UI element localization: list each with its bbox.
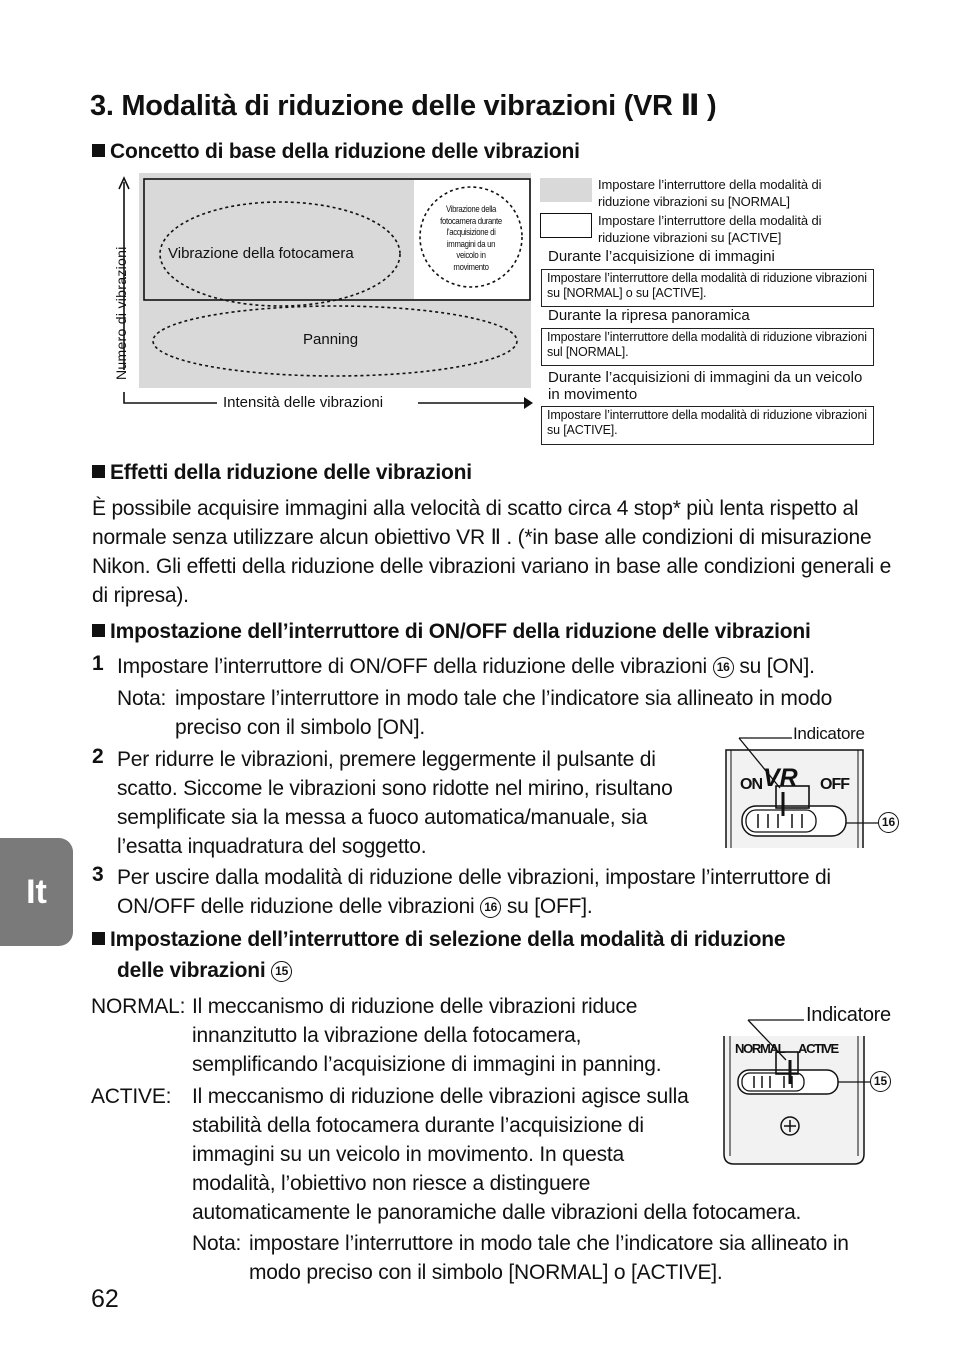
active-label: ACTIVE: <box>91 1085 172 1108</box>
note-2: Nota: impostare l’interruttore in modo tale che l’indicatore sia allineato in modo preciso con il simbolo [NORMAL] o [ACTIVE]. <box>192 1232 849 1284</box>
x-axis-arrowhead <box>524 397 533 409</box>
normal-switch-label: NORMAL <box>735 1041 785 1056</box>
page-number: 62 <box>91 1285 119 1313</box>
section-heading-effects: Effetti della riduzione delle vibrazioni <box>92 461 472 485</box>
section-heading-onoff: Impostazione dell’interruttore di ON/OFF della riduzione delle vibrazioni <box>92 620 811 644</box>
y-axis-label: Numero di vibrazioni <box>113 246 129 380</box>
step-1-text: Impostare l’interruttore di ON/OFF della riduzione delle vibrazioni 16 su [ON]. <box>117 655 815 678</box>
square-bullet-icon <box>92 144 105 157</box>
vr-label: VR <box>763 764 798 792</box>
x-axis-line-left <box>124 392 217 403</box>
square-bullet-icon <box>92 624 105 637</box>
ref-16-icon: 16 <box>480 897 501 918</box>
step-number: 1 <box>92 652 104 675</box>
note-1: Nota: impostare l’interruttore in modo tale che l’indicatore sia allineato in modo preciso con il simbolo [ON]. <box>117 687 833 739</box>
legend-active-text: Impostare l’interruttore della modalità di riduzione vibrazioni su [ACTIVE] <box>598 213 822 245</box>
legend-normal-swatch <box>540 178 592 202</box>
case-label: Durante la ripresa panoramica <box>548 307 750 324</box>
ref-16-label: 16 <box>878 812 899 833</box>
indicator-label: Indicatore <box>793 724 865 743</box>
case-box: Impostare l’interruttore della modalità di riduzione vibrazioni sul [NORMAL]. <box>541 328 874 366</box>
ref-15-label: 15 <box>870 1071 891 1092</box>
case-label: Durante l’acquisizione di immagini <box>548 248 775 265</box>
normal-label: NORMAL: <box>91 995 186 1018</box>
off-label: OFF <box>820 776 849 793</box>
page-title: 3. Modalità di riduzione delle vibrazioni (VR Ⅱ ) <box>90 90 717 122</box>
panning-label: Panning <box>303 331 359 348</box>
language-tab: It <box>0 838 73 946</box>
section-heading-mode: Impostazione dell’interruttore di selezione della modalità di riduzione <box>92 928 785 952</box>
switch-knob[interactable] <box>742 1073 804 1091</box>
section-heading-concept: Concetto di base della riduzione delle vibrazioni <box>92 140 580 164</box>
camera-vibration-label: Vibrazione della fotocamera <box>168 245 354 262</box>
square-bullet-icon <box>92 465 105 478</box>
vehicle-vibration-label: Vibrazione della fotocamera durante l’acquisizione di immagini da un veicolo in movimento <box>440 204 502 273</box>
case-box: Impostare l’interruttore della modalità di riduzione vibrazioni su [NORMAL] o su [ACTIVE]. <box>541 269 874 307</box>
active-text-cont: automaticamente le panoramiche dalle vibrazioni della fotocamera. <box>192 1201 802 1224</box>
active-text: Il meccanismo di riduzione delle vibrazioni agisce sulla stabilità della fotocamera durante l’acquisizione di immagini su un veicolo in movimento. In questa modalità, l’obiettivo non riesce a distinguere <box>192 1085 689 1195</box>
legend-active-swatch <box>540 213 592 238</box>
indicator-label: Indicatore <box>806 1004 891 1026</box>
legend-normal-text: Impostare l’interruttore della modalità di riduzione vibrazioni su [NORMAL] <box>598 177 822 209</box>
x-axis-label: Intensità delle vibrazioni <box>223 394 384 411</box>
ref-16-icon: 16 <box>713 657 734 678</box>
normal-text: Il meccanismo di riduzione delle vibrazioni riduce innanzitutto la vibrazione della fotocamera, semplificando l’acquisizione di immagini in panning. <box>192 995 662 1076</box>
step-number: 3 <box>92 863 104 886</box>
step-2-text: Per ridurre le vibrazioni, premere leggermente il pulsante di scatto. Siccome le vibrazioni sono ridotte nel mirino, risultano semplificate sia la messa a fuoco automatica/manuale, sia l’esatta inquadratura del soggetto. <box>117 748 673 858</box>
section-heading-mode-line2: delle vibrazioni 15 <box>117 959 292 983</box>
switch-knob[interactable] <box>746 810 816 832</box>
step-number: 2 <box>92 745 104 768</box>
ref-15-icon: 15 <box>271 961 292 982</box>
active-switch-label: ACTIVE <box>798 1041 838 1056</box>
effects-paragraph: È possibile acquisire immagini alla velocità di scatto circa 4 stop* più lenta rispetto al normale senza utilizzare alcun obiettivo VR Ⅱ . (*in base alle condizioni di misurazione Nikon. Gli effetti della riduzione delle vibrazioni variano in base alle condizioni generali e di ripresa). <box>92 497 892 607</box>
step-3-text: Per uscire dalla modalità di riduzione delle vibrazioni, impostare l’interruttore di ON/OFF delle riduzione delle vibrazioni 16 su [OFF]. <box>117 866 831 918</box>
case-label: Durante l’acquisizioni di immagini da un veicolo in movimento <box>548 369 863 403</box>
square-bullet-icon <box>92 932 105 945</box>
on-label: ON <box>740 776 762 793</box>
case-box: Impostare l’interruttore della modalità di riduzione vibrazioni su [ACTIVE]. <box>541 406 874 445</box>
